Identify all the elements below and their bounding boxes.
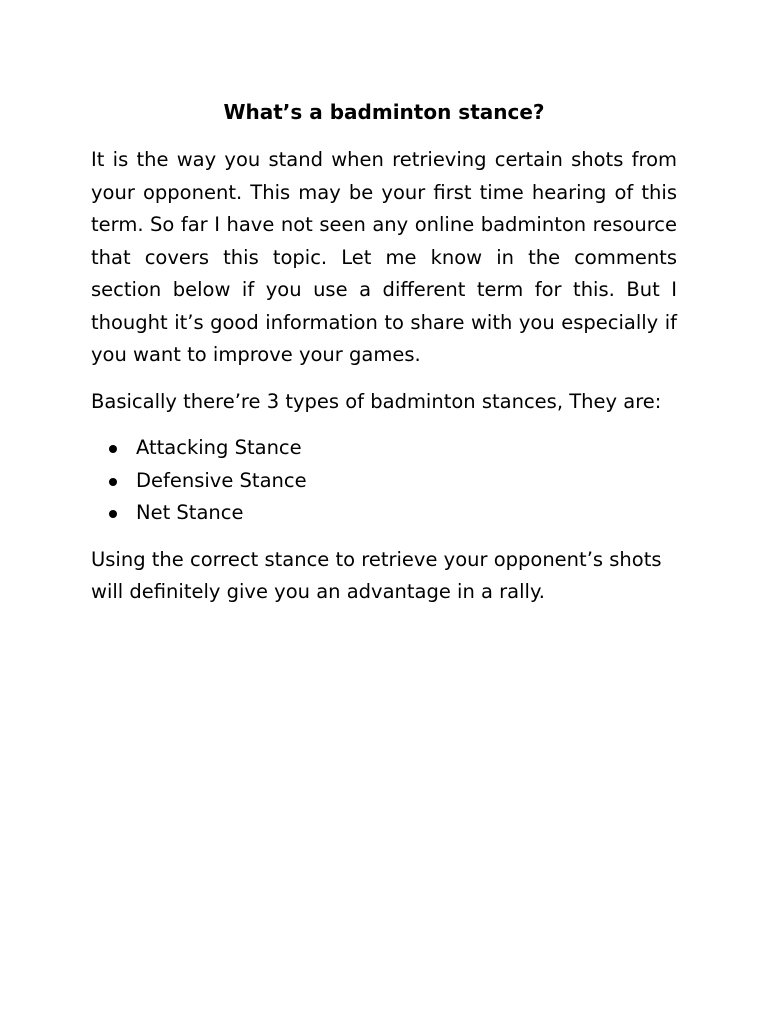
stance-label: Attacking Stance (136, 436, 302, 459)
list-item (107, 465, 677, 498)
bullet-icon (109, 510, 117, 518)
conclusion-paragraph: Using the correct stance to retrieve your opponent’s shots will definitely give you an advantage in a rally. (91, 547, 662, 603)
intro-paragraph: It is the way you stand when retrieving certain shots from your opponent. This may be your first time hearing of this term. So far I have not seen any online badminton resource that covers this topic. Let me know in the comments section below if you use a different term for this. But I thought it’s good information to share with you especially if you want to improve your games. (91, 148, 677, 366)
stance-label: Defensive Stance (136, 468, 307, 492)
list-item (107, 497, 677, 530)
types-paragraph: Basically there’re 3 types of badminton stances, They are: (91, 389, 662, 413)
bullet-icon (109, 445, 117, 453)
document-page (91, 96, 677, 623)
document-title: What’s a badminton stance? (223, 100, 545, 124)
stance-list (91, 432, 677, 530)
stance-label: Net Stance (136, 501, 244, 524)
bullet-icon (109, 478, 117, 486)
list-item (107, 432, 677, 465)
